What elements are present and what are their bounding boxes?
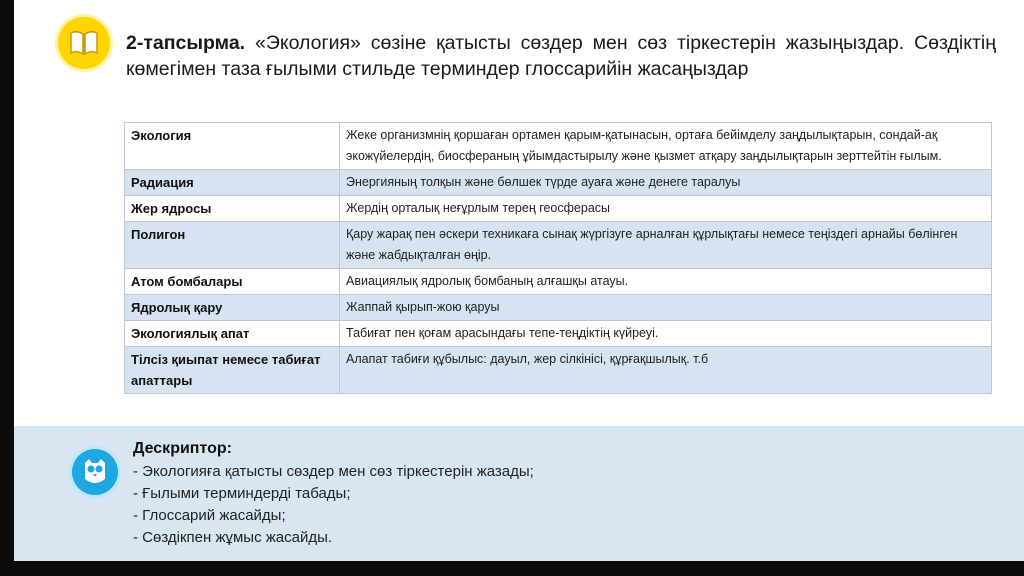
table-row bbox=[125, 295, 992, 321]
glossary-term: Полигон bbox=[125, 222, 340, 269]
glossary-definition: Табиғат пен қоғам арасындағы тепе-теңдіктің күйреуі. bbox=[340, 321, 992, 347]
glossary-term: Экология bbox=[125, 123, 340, 170]
task-label: 2-тапсырма. bbox=[126, 32, 246, 54]
task-instruction bbox=[126, 30, 996, 82]
glossary-definition: Авиациялық ядролық бомбаның алғашқы атауы. bbox=[340, 269, 992, 295]
table-row bbox=[125, 222, 992, 269]
table-row bbox=[125, 269, 992, 295]
task-body: «Экология» сөзіне қатысты сөздер мен сөз тіркестерін жазыңыздар. Сөздіктің көмегімен таза ғылыми стильде терминдер глоссарийін жасаңыздар bbox=[126, 32, 997, 80]
table-row bbox=[125, 347, 992, 394]
descriptor-list bbox=[133, 461, 534, 549]
book-icon bbox=[58, 17, 110, 69]
glossary-definition: Жаппай қырып-жою қаруы bbox=[340, 295, 992, 321]
glossary-term: Радиация bbox=[125, 170, 340, 196]
descriptor-item: - Сөздікпен жұмыс жасайды. bbox=[133, 529, 333, 546]
left-black-bar bbox=[0, 0, 14, 576]
glossary-definition: Жеке организмнің қоршаған ортамен қарым-қатынасын, ортаға бейімделу заңдылықтарын, сондай-ақ экожүйелердің, биосфераның ұйымдастырылу және қызмет атқару заңдылықтарын зерттейтін ғылым. bbox=[340, 123, 992, 170]
table-row bbox=[125, 123, 992, 170]
glossary-definition: Энергияның толқын және бөлшек түрде ауаға және денеге таралуы bbox=[340, 170, 992, 196]
glossary-definition: Қару жарақ пен әскери техникаға сынақ жүргізуге арналған құрлықтағы немесе теңіздегі арнайы бөлінген және жабдықталған өңір. bbox=[340, 222, 992, 269]
owl-icon bbox=[72, 449, 118, 495]
glossary-table bbox=[124, 122, 992, 394]
descriptor-item: - Глоссарий жасайды; bbox=[133, 507, 286, 524]
glossary-term: Ядролық қару bbox=[125, 295, 340, 321]
bottom-black-bar bbox=[0, 561, 1024, 576]
table-row bbox=[125, 321, 992, 347]
glossary-definition: Жердің орталық неғұрлым терең геосферасы bbox=[340, 196, 992, 222]
glossary-term: Тілсіз қиыпат немесе табиғат апаттары bbox=[125, 347, 340, 394]
table-row bbox=[125, 170, 992, 196]
descriptor-item: - Ғылыми терминдерді табады; bbox=[133, 485, 351, 502]
glossary-definition: Алапат табиғи құбылыс: дауыл, жер сілкінісі, құрғақшылық. т.б bbox=[340, 347, 992, 394]
glossary-term: Жер ядросы bbox=[125, 196, 340, 222]
glossary-term: Экологиялық апат bbox=[125, 321, 340, 347]
table-row bbox=[125, 196, 992, 222]
glossary-term: Атом бомбалары bbox=[125, 269, 340, 295]
descriptor-title: Дескриптор: bbox=[133, 440, 232, 457]
descriptor-item: - Экологияға қатысты сөздер мен сөз тіркестерін жазады; bbox=[133, 463, 534, 480]
